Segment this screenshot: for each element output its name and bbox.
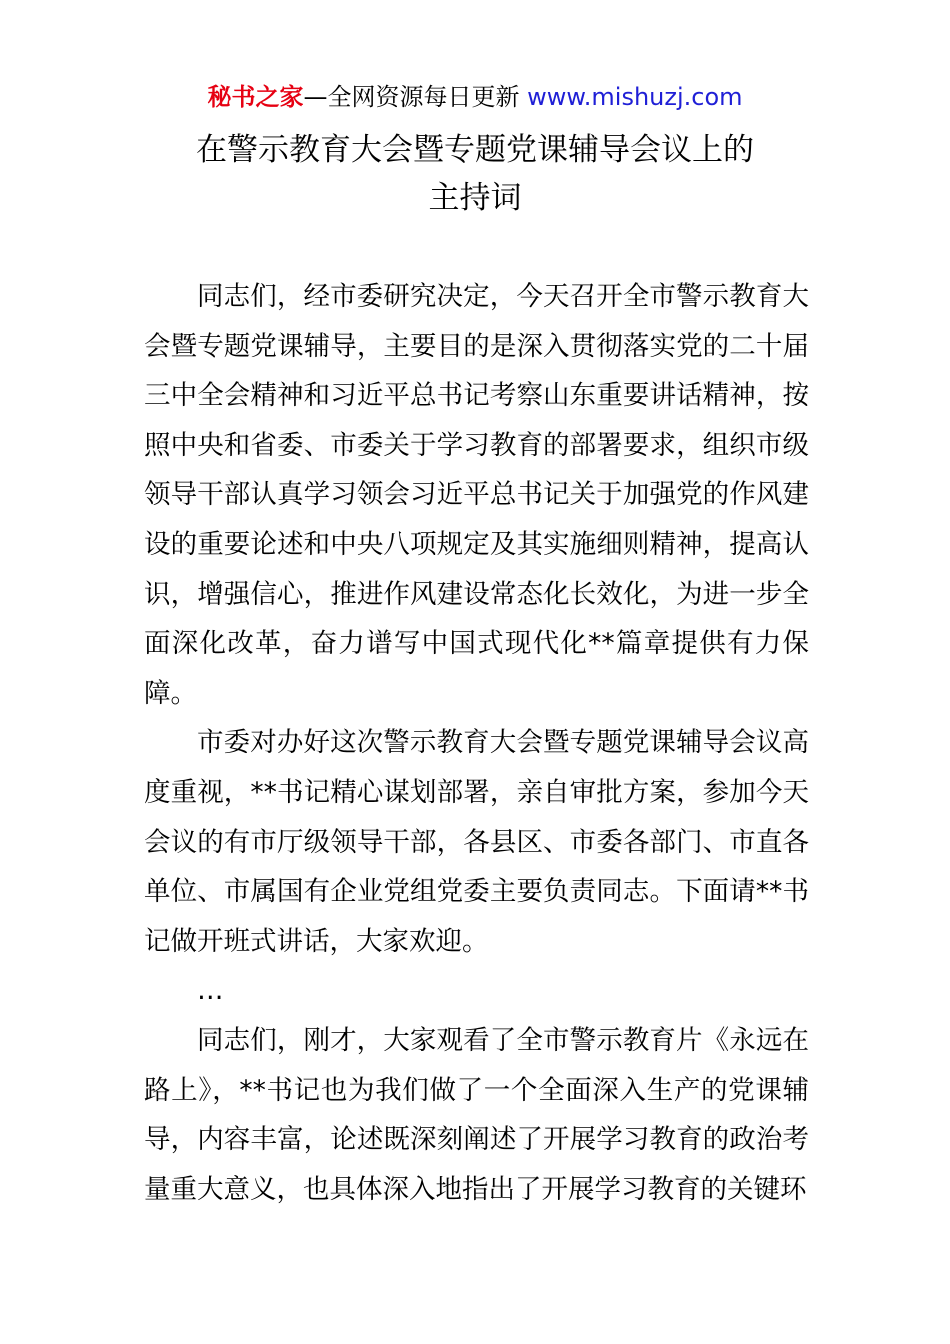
paragraph-3: 同志们，刚才，大家观看了全市警示教育片《永远在路上》，**书记也为我们做了一个全面深入生产的党课辅导，内容丰富，论述既深刻阐述了开展学习教育的政治考量重大意义，也具体深入地指出了开展学习教育的关键环 — [144, 1024, 809, 1205]
paragraph-2: 市委对办好这次警示教育大会暨专题党课辅导会议高度重视，**书记精心谋划部署，亲自审批方案，参加今天会议的有市厅级领导干部，各县区、市委各部门、市直各单位、市属国有企业党组党委主要负责同志。下面请**书记做开班式讲话，大家欢迎。 — [144, 727, 809, 957]
title-line-2: 主持词 — [428, 180, 522, 216]
site-tagline: —全网资源每日更新 — [303, 83, 520, 111]
paragraph-ellipsis: … — [197, 975, 224, 1007]
site-brand: 秘书之家 — [207, 83, 304, 111]
document-body — [144, 272, 809, 1214]
title-line-1: 在警示教育大会暨专题党课辅导会议上的 — [196, 132, 754, 168]
paragraph-1: 同志们，经市委研究决定，今天召开全市警示教育大会暨专题党课辅导，主要目的是深入贯彻落实党的二十届三中全会精神和习近平总书记考察山东重要讲话精神，按照中央和省委、市委关于学习教育的部署要求，组织市级领导干部认真学习领会习近平总书记关于加强党的作风建设的重要论述和中央八项规定及其实施细则精神，提高认识，增强信心，推进作风建设常态化长效化，为进一步全面深化改革，奋力谱写中国式现代化**篇章提供有力保障。 — [144, 281, 809, 709]
site-url-link[interactable]: www.mishuzj.com — [527, 83, 743, 111]
document-title — [0, 126, 950, 222]
site-header — [0, 80, 950, 114]
